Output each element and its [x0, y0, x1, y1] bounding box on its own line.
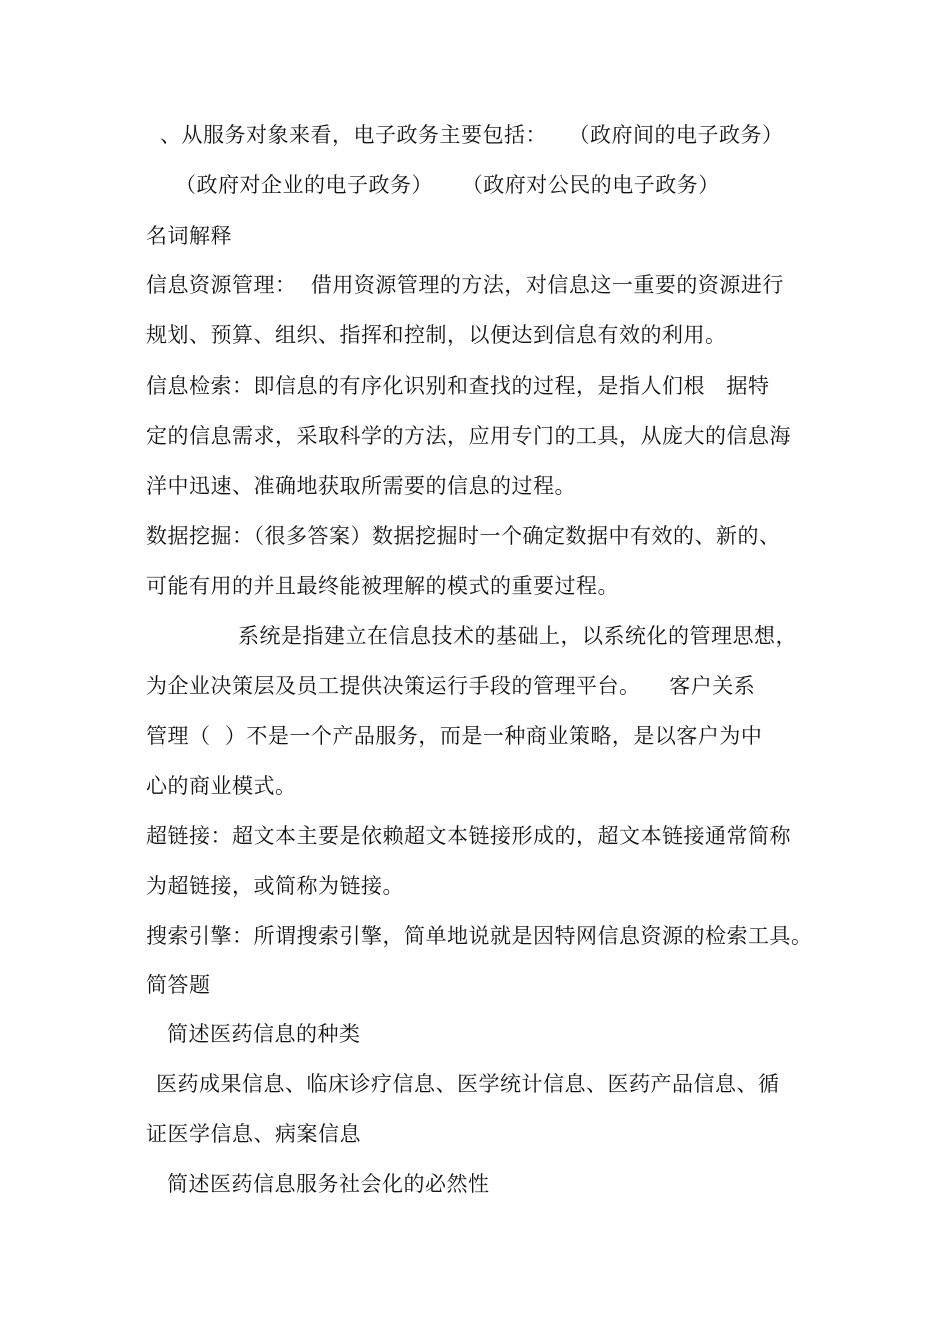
line-irm-1: 信息资源管理： 借用资源管理的方法，对信息这一重要的资源进行 — [146, 273, 784, 297]
section-heading-terms: 名词解释 — [146, 224, 232, 248]
line-search-engine: 搜索引擎：所谓搜索引擎，简单地说就是因特网信息资源的检索工具。 — [146, 924, 813, 948]
question-2: 简述医药信息服务社会化的必然性 — [167, 1172, 490, 1196]
line-irm-2: 规划、预算、组织、指挥和控制，以便达到信息有效的利用。 — [146, 323, 727, 347]
line-system-2: 为企业决策层及员工提供决策运行手段的管理平台。 客户关系 — [146, 674, 756, 698]
line-retrieval-1: 信息检索：即信息的有序化识别和查找的过程，是指人们根 据特 — [146, 374, 770, 398]
line-hyperlink-1: 超链接：超文本主要是依赖超文本链接形成的，超文本链接通常简称 — [146, 824, 791, 848]
answer-1-line-1: 医药成果信息、临床诊疗信息、医学统计信息、医药产品信息、循 — [156, 1072, 780, 1096]
line-crm-2: 心的商业模式。 — [146, 774, 297, 798]
line-system-1: 系统是指建立在信息技术的基础上，以系统化的管理思想， — [238, 624, 797, 648]
question-1: 简述医药信息的种类 — [167, 1022, 361, 1046]
line-crm-1: 管理（ ）不是一个产品服务，而是一种商业策略，是以客户为中 — [146, 724, 763, 748]
line-retrieval-2: 定的信息需求，采取科学的方法，应用专门的工具，从庞大的信息海 — [146, 424, 791, 448]
line-egov-scope: 、从服务对象来看，电子政务主要包括： （政府间的电子政务） — [160, 123, 784, 147]
line-datamining-1: 数据挖掘：（很多答案）数据挖掘时一个确定数据中有效的、新的、 — [146, 524, 781, 548]
line-hyperlink-2: 为超链接，或简称为链接。 — [146, 874, 404, 898]
section-heading-short-answer: 简答题 — [146, 973, 211, 997]
line-retrieval-3: 洋中迅速、准确地获取所需要的信息的过程。 — [146, 474, 576, 498]
line-datamining-2: 可能有用的并且最终能被理解的模式的重要过程。 — [146, 574, 619, 598]
line-egov-types: （政府对企业的电子政务） （政府对公民的电子政务） — [175, 173, 720, 197]
answer-1-line-2: 证医学信息、病案信息 — [146, 1122, 361, 1146]
